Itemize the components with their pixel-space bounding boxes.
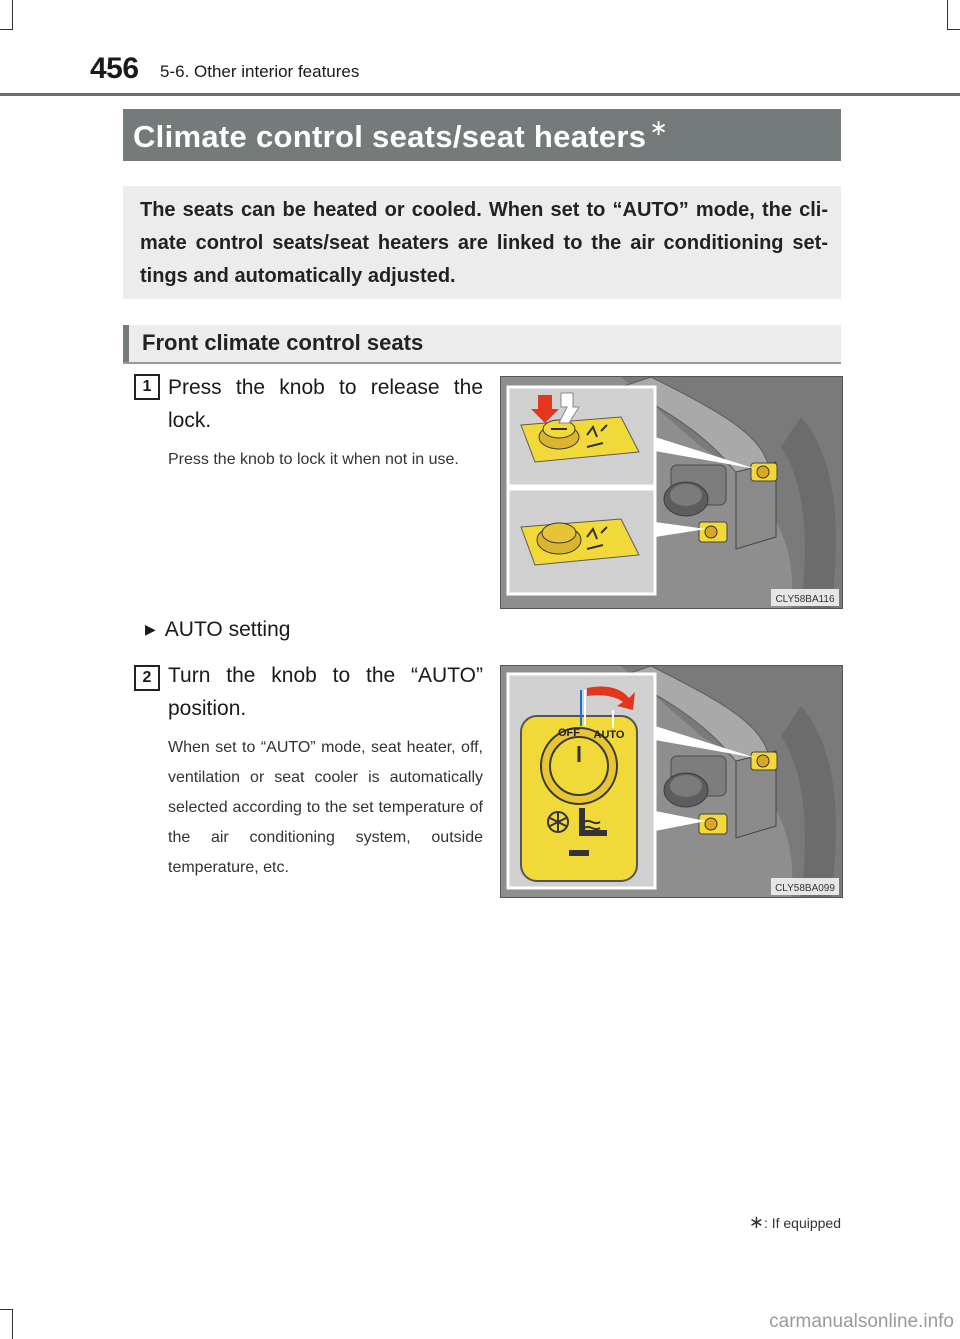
footnote bbox=[749, 1212, 841, 1233]
subsection-accent bbox=[123, 325, 129, 363]
step-2-note: When set to “AUTO” mode, seat heater, off, ventilation or seat cooler is automatically selected according to the set temperature of the air conditioning system, outside temperature, etc. bbox=[168, 739, 483, 876]
footnote-marker: ∗ bbox=[748, 1212, 764, 1232]
step-number-2: 2 bbox=[134, 665, 160, 691]
image-code-2: CLY58BA099 bbox=[775, 883, 835, 894]
watermark: carmanualsonline.info bbox=[769, 1311, 954, 1332]
auto-setting-text: AUTO setting bbox=[164, 618, 291, 641]
illustration-knob-lock bbox=[500, 376, 843, 609]
page-title bbox=[133, 115, 668, 155]
intro-text: The seats can be heated or cooled. When set to “AUTO” mode, the climate control seats/seat heaters are linked to the air conditioning settings and automatically adjusted. bbox=[140, 199, 828, 287]
crop-mark-bottom-left-v bbox=[12, 1309, 13, 1339]
step-1-note: Press the knob to lock it when not in use. bbox=[168, 451, 459, 468]
page-title-text: Climate control seats/seat heaters bbox=[133, 119, 647, 154]
auto-setting-label bbox=[145, 618, 290, 642]
illustration-knob-auto bbox=[500, 665, 843, 898]
crop-mark-bottom-left-h bbox=[0, 1309, 12, 1310]
crop-mark-top-left-h bbox=[0, 29, 12, 30]
intro-box bbox=[123, 186, 841, 299]
dial-off-label: OFF bbox=[558, 727, 580, 739]
image-code-1: CLY58BA116 bbox=[775, 594, 835, 605]
equipped-marker: ∗ bbox=[649, 115, 669, 140]
step-number-1: 1 bbox=[134, 374, 160, 400]
subsection-rule bbox=[123, 362, 841, 364]
dial-auto-label: AUTO bbox=[593, 729, 625, 741]
console-drawing-2 bbox=[501, 666, 842, 897]
page-number: 456 bbox=[90, 52, 139, 85]
step-2-text: Turn the knob to the “AUTO” position. bbox=[168, 664, 483, 720]
title-bar bbox=[123, 109, 841, 161]
triangle-right-icon: ▶ bbox=[145, 621, 156, 637]
section-heading: 5-6. Other interior features bbox=[160, 62, 360, 81]
console-drawing-1 bbox=[501, 377, 842, 608]
crop-mark-top-right-v bbox=[947, 0, 948, 30]
crop-mark-top-left-v bbox=[12, 0, 13, 30]
step-1-text: Press the knob to release the lock. bbox=[168, 376, 483, 432]
subsection-title: Front climate control seats bbox=[142, 330, 424, 355]
subsection-bar bbox=[123, 325, 841, 363]
header-rule bbox=[0, 93, 960, 96]
footnote-text: : If equipped bbox=[763, 1215, 841, 1231]
crop-mark-top-right-h bbox=[947, 29, 960, 30]
